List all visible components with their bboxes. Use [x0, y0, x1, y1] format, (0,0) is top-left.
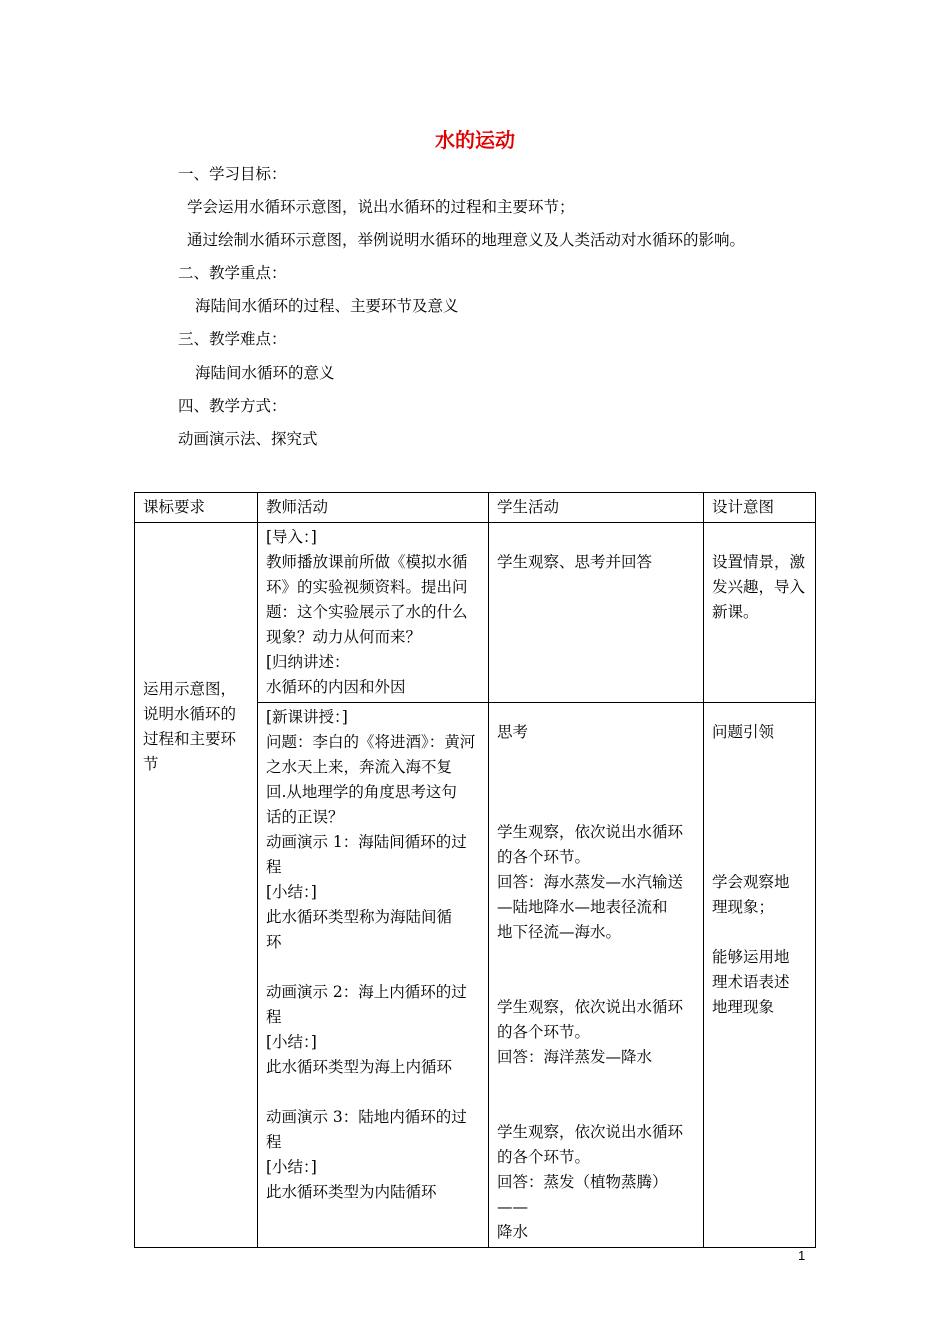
- cell-line: 学生观察，依次说出水循环: [497, 823, 684, 841]
- cell-line: 此水循环类型为海上内循环: [266, 1058, 453, 1076]
- objective-line-2: 通过绘制水循环示意图，举例说明水循环的地理意义及人类活动对水循环的影响。: [187, 231, 746, 249]
- cell-line: 的各个环节。: [497, 1148, 591, 1166]
- cell-line: 新课。: [712, 603, 759, 621]
- cell-line: 思考: [497, 723, 529, 741]
- objective-line-1: 学会运用水循环示意图，说出水循环的过程和主要环节；: [187, 198, 575, 216]
- cell-line: 地理现象: [712, 998, 775, 1016]
- cell-line: —陆地降水—地表径流和: [497, 898, 668, 916]
- header-student-activity: 学生活动: [489, 493, 704, 523]
- cell-line: 程: [266, 858, 282, 876]
- cell-line: 动画演示 1：海陆间循环的过: [266, 833, 467, 851]
- section-heading-key-points: 二、教学重点：: [178, 264, 287, 282]
- table-row: [135, 523, 816, 703]
- cell-line: 回答：海洋蒸发—降水: [497, 1048, 653, 1066]
- cell-line: 问题引领: [712, 723, 775, 741]
- page-title: 水的运动: [435, 128, 515, 152]
- cell-line: 理现象；: [712, 898, 775, 916]
- cell-line: 理术语表述: [712, 973, 790, 991]
- cell-line: 学生观察，依次说出水循环: [497, 998, 684, 1016]
- cell-line: 回.从地理学的角度思考这句: [266, 783, 457, 801]
- cell-line: 节: [143, 755, 159, 773]
- cell-line: 此水循环类型称为海陆间循: [266, 908, 453, 926]
- table-header-row: [135, 493, 816, 523]
- cell-line: 程: [266, 1133, 282, 1151]
- cell-line: 设置情景，激: [712, 553, 806, 571]
- teacher-activity-cell: [258, 523, 489, 703]
- cell-line: 能够运用地: [712, 948, 790, 966]
- cell-line: [新课讲授：]: [266, 708, 348, 726]
- header-teacher-activity: 教师活动: [258, 493, 489, 523]
- cell-line: [小结：]: [266, 1158, 317, 1176]
- cell-line: 环》的实验视频资料。提出问: [266, 578, 468, 596]
- student-activity-cell: [489, 523, 704, 703]
- lesson-plan-table: [134, 492, 816, 1248]
- cell-line: [导入：]: [266, 528, 317, 546]
- cell-line: 回答：海水蒸发—水汽输送: [497, 873, 684, 891]
- difficulty-line: 海陆间水循环的意义: [195, 364, 335, 382]
- key-point-line: 海陆间水循环的过程、主要环节及意义: [195, 297, 459, 315]
- cell-line: 动画演示 3：陆地内循环的过: [266, 1108, 467, 1126]
- student-activity-cell: [489, 703, 704, 1248]
- cell-line: 降水: [497, 1223, 529, 1241]
- cell-line: [归纳讲述：: [266, 653, 350, 671]
- cell-line: 环: [266, 933, 282, 951]
- cell-line: 教师播放课前所做《模拟水循: [266, 553, 468, 571]
- section-heading-objectives: 一、学习目标：: [178, 165, 287, 183]
- cell-line: 之水天上来，奔流入海不复: [266, 758, 453, 776]
- method-line: 动画演示法、探究式: [178, 430, 318, 448]
- cell-line: 学会观察地: [712, 873, 790, 891]
- cell-line: 现象？动力从何而来？: [266, 628, 422, 646]
- cell-line: 话的正误？: [266, 808, 344, 826]
- requirement-cell: [135, 523, 258, 1248]
- cell-line: 地下径流—海水。: [497, 923, 622, 941]
- teacher-activity-cell: [258, 703, 489, 1248]
- cell-line: 学生观察、思考并回答: [497, 553, 653, 571]
- cell-line: 的各个环节。: [497, 848, 591, 866]
- cell-line: 问题：李白的《将进酒》：黄河: [266, 733, 476, 751]
- cell-line: 回答：蒸发（植物蒸腾）——: [497, 1173, 668, 1216]
- cell-line: [小结：]: [266, 1033, 317, 1051]
- design-intent-cell: [704, 523, 816, 703]
- section-heading-difficulty: 三、教学难点：: [178, 330, 287, 348]
- cell-line: 此水循环类型为内陆循环: [266, 1183, 437, 1201]
- header-requirement: 课标要求: [135, 493, 258, 523]
- cell-line: 的各个环节。: [497, 1023, 591, 1041]
- cell-line: 说明水循环的: [143, 705, 237, 723]
- header-design-intent: 设计意图: [704, 493, 816, 523]
- section-heading-method: 四、教学方式：: [178, 397, 287, 415]
- cell-line: 过程和主要环: [143, 730, 237, 748]
- cell-line: 运用示意图，: [143, 680, 237, 698]
- cell-line: [小结：]: [266, 883, 317, 901]
- cell-line: 发兴趣，导入: [712, 578, 806, 596]
- cell-line: 程: [266, 1008, 282, 1026]
- page-number: 1: [798, 1248, 806, 1263]
- cell-line: 题：这个实验展示了水的什么: [266, 603, 468, 621]
- cell-line: 水循环的内因和外因: [266, 678, 406, 696]
- design-intent-cell: [704, 703, 816, 1248]
- cell-line: 动画演示 2：海上内循环的过: [266, 983, 467, 1001]
- cell-line: 学生观察，依次说出水循环: [497, 1123, 684, 1141]
